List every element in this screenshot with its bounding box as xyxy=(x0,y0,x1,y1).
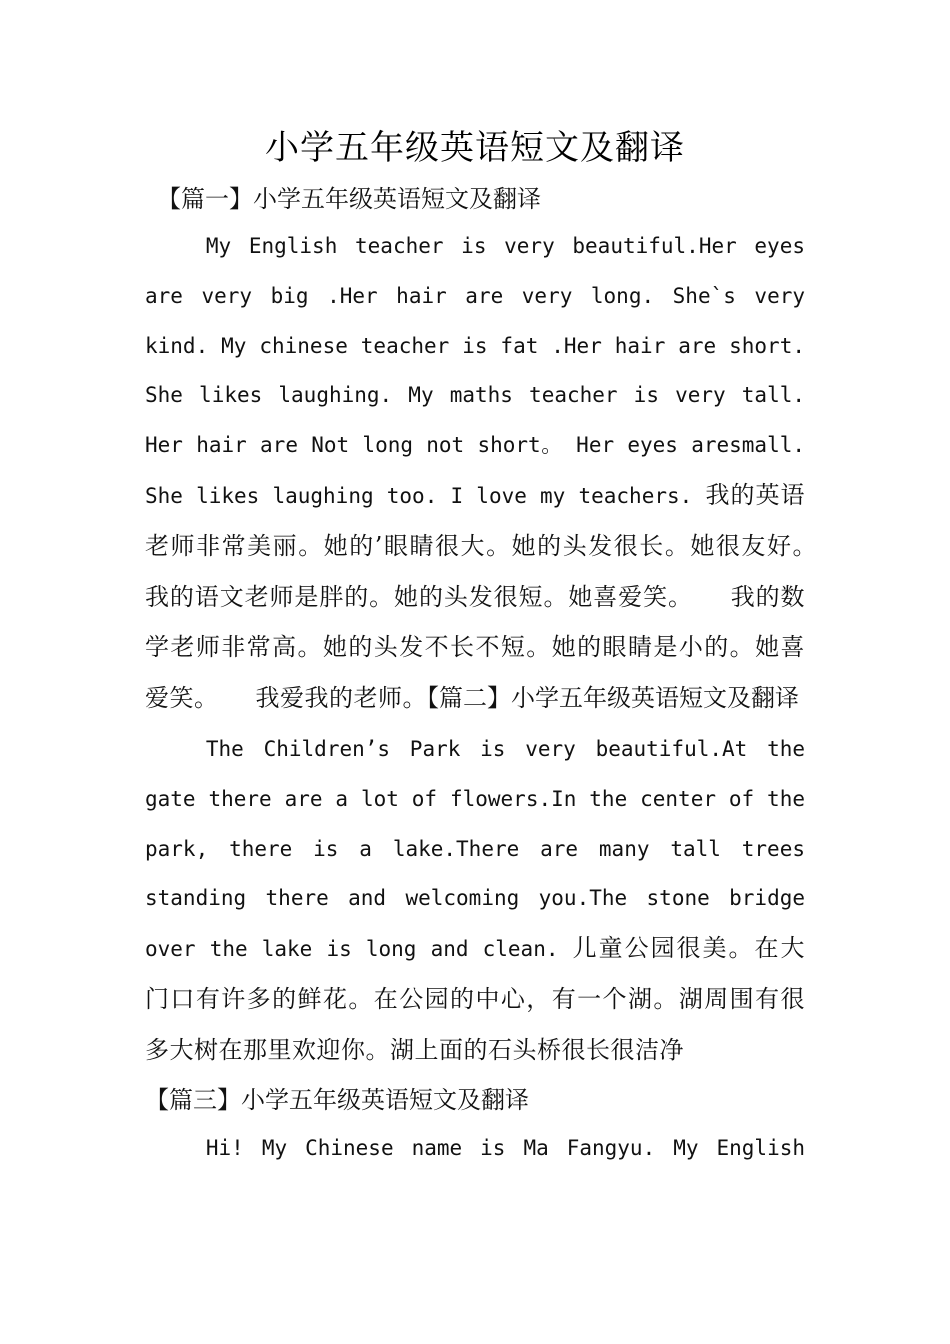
section-heading-1: 【篇一】小学五年级英语短文及翻译 xyxy=(157,185,541,213)
section-3-english: Hi! My Chinese name is Ma Fangyu. My English xyxy=(205,1135,805,1160)
section-heading-2: 【篇二】小学五年级英语短文及翻译 xyxy=(427,684,799,713)
section-1-english: My English teacher is very beautiful.Her eyes are very big .Her hair are very long. She`s very kind. My chinese teacher is fat .Her hair are short. She likes laughing. My maths teacher is very tall. Her hair are Not long not short。 Her eyes aresmall. She likes laughing too. I love my teachers. xyxy=(145,234,805,508)
section-heading-3: 【篇三】小学五年级英语短文及翻译 xyxy=(145,1085,529,1114)
section-1-chinese: 我的英语老师非常美丽。她的’眼睛很大。她的头发很长。她很友好。 我的语文老师是胖的。她的头发很短。她喜爱笑。 我的数学老师非常高。她的头发不长不短。她的眼睛是小的。她喜爱笑。 我爱我的老师。 xyxy=(145,480,854,713)
document-page xyxy=(145,120,854,1173)
document-title: 小学五年级英语短文及翻译 xyxy=(265,128,685,168)
section-1-body xyxy=(145,222,854,725)
section-2-chinese: 儿童公园很美。在大门口有许多的鲜花。在公园的中心，有一个湖。湖周围有很多大树在那里欢迎你。湖上面的石头桥很长很洁净 xyxy=(145,934,805,1064)
section-2-english: The Children’s Park is very beautiful.At the gate there are a lot of flowers.In the center of the park, there is a lake.There are many tall trees standing there and welcoming you.The stone bridge over the lake is long and clean. xyxy=(145,736,805,962)
section-2-body xyxy=(145,725,805,1077)
